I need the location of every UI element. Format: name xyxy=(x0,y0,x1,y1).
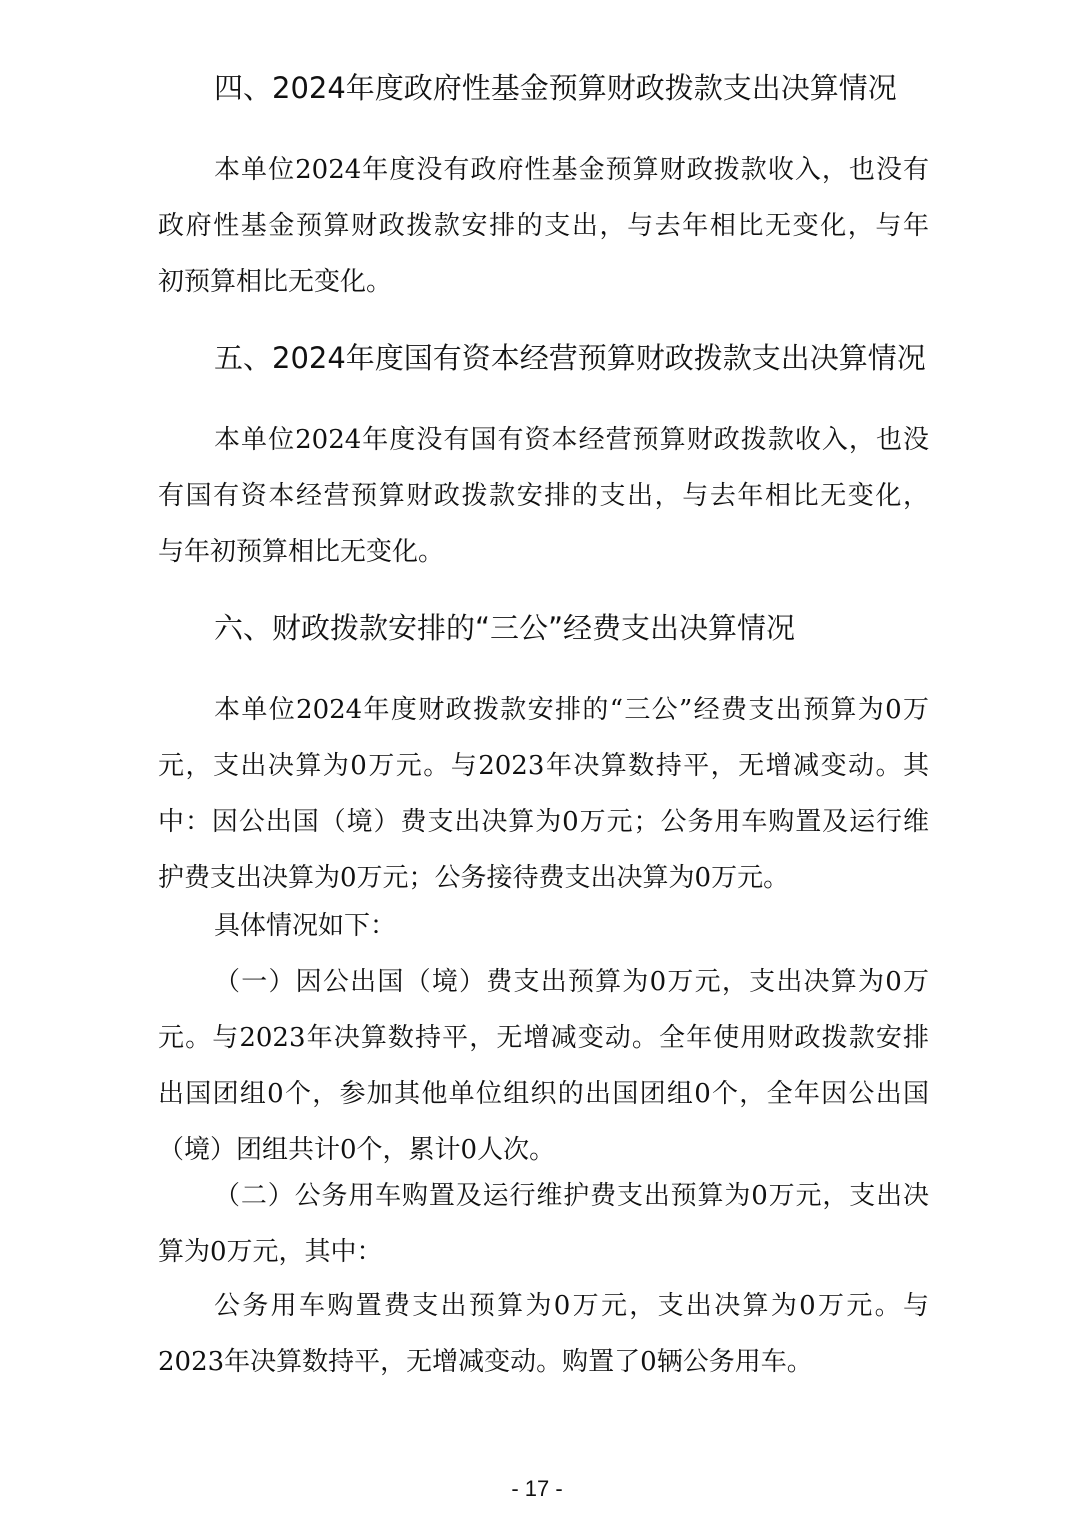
paragraph-s6-p4 xyxy=(158,1168,929,1280)
text-line: 护费支出决算为0万元；公务接待费支出决算为0万元。 xyxy=(158,863,790,893)
text-line: 元。与2023年决算数持平，无增减变动。全年使用财政拨款安排 xyxy=(158,1023,929,1053)
text-line: 与年初预算相比无变化。 xyxy=(158,537,445,567)
section-heading-5: 五、2024年度国有资本经营预算财政拨款支出决算情况 xyxy=(214,341,926,375)
text-line: 元，支出决算为0万元。与2023年决算数持平，无增减变动。其 xyxy=(158,751,929,781)
text-line: 公务用车购置费支出预算为0万元，支出决算为0万元。与 xyxy=(214,1291,929,1321)
text-line: 本单位2024年度没有国有资本经营预算财政拨款收入，也没 xyxy=(214,425,929,455)
paragraph-s5-p1 xyxy=(158,412,929,580)
section-heading-4: 四、2024年度政府性基金预算财政拨款支出决算情况 xyxy=(214,71,897,105)
text-line: （一）因公出国（境）费支出预算为0万元，支出决算为0万 xyxy=(214,967,929,997)
paragraph-s6-p1 xyxy=(158,682,929,906)
text-line: 有国有资本经营预算财政拨款安排的支出，与去年相比无变化， xyxy=(158,481,929,511)
text-line: （境）团组共计0个，累计0人次。 xyxy=(158,1135,556,1165)
text-line: 政府性基金预算财政拨款安排的支出，与去年相比无变化，与年 xyxy=(158,211,929,241)
text-line: 本单位2024年度财政拨款安排的“三公”经费支出预算为0万 xyxy=(214,695,929,725)
text-line: 算为0万元，其中： xyxy=(158,1237,383,1267)
text-line: 出国团组0个，参加其他单位组织的出国团组0个，全年因公出国 xyxy=(158,1079,929,1109)
text-line: 2023年决算数持平，无增减变动。购置了0辆公务用车。 xyxy=(158,1347,813,1377)
section-heading-6: 六、财政拨款安排的“三公”经费支出决算情况 xyxy=(214,611,796,645)
paragraph-s4-p1 xyxy=(158,142,929,310)
text-line: （二）公务用车购置及运行维护费支出预算为0万元，支出决 xyxy=(214,1181,929,1211)
text-line: 中：因公出国（境）费支出决算为0万元；公务用车购置及运行维 xyxy=(158,807,929,837)
page-number: - 17 - xyxy=(511,1476,563,1501)
paragraph-s6-p3 xyxy=(158,954,929,1178)
text-line: 本单位2024年度没有政府性基金预算财政拨款收入，也没有 xyxy=(214,155,929,185)
paragraph-s6-p5 xyxy=(158,1278,929,1390)
text-line: 初预算相比无变化。 xyxy=(158,267,393,297)
paragraph-s6-p2 xyxy=(158,898,929,954)
text-line: 具体情况如下： xyxy=(214,911,397,941)
